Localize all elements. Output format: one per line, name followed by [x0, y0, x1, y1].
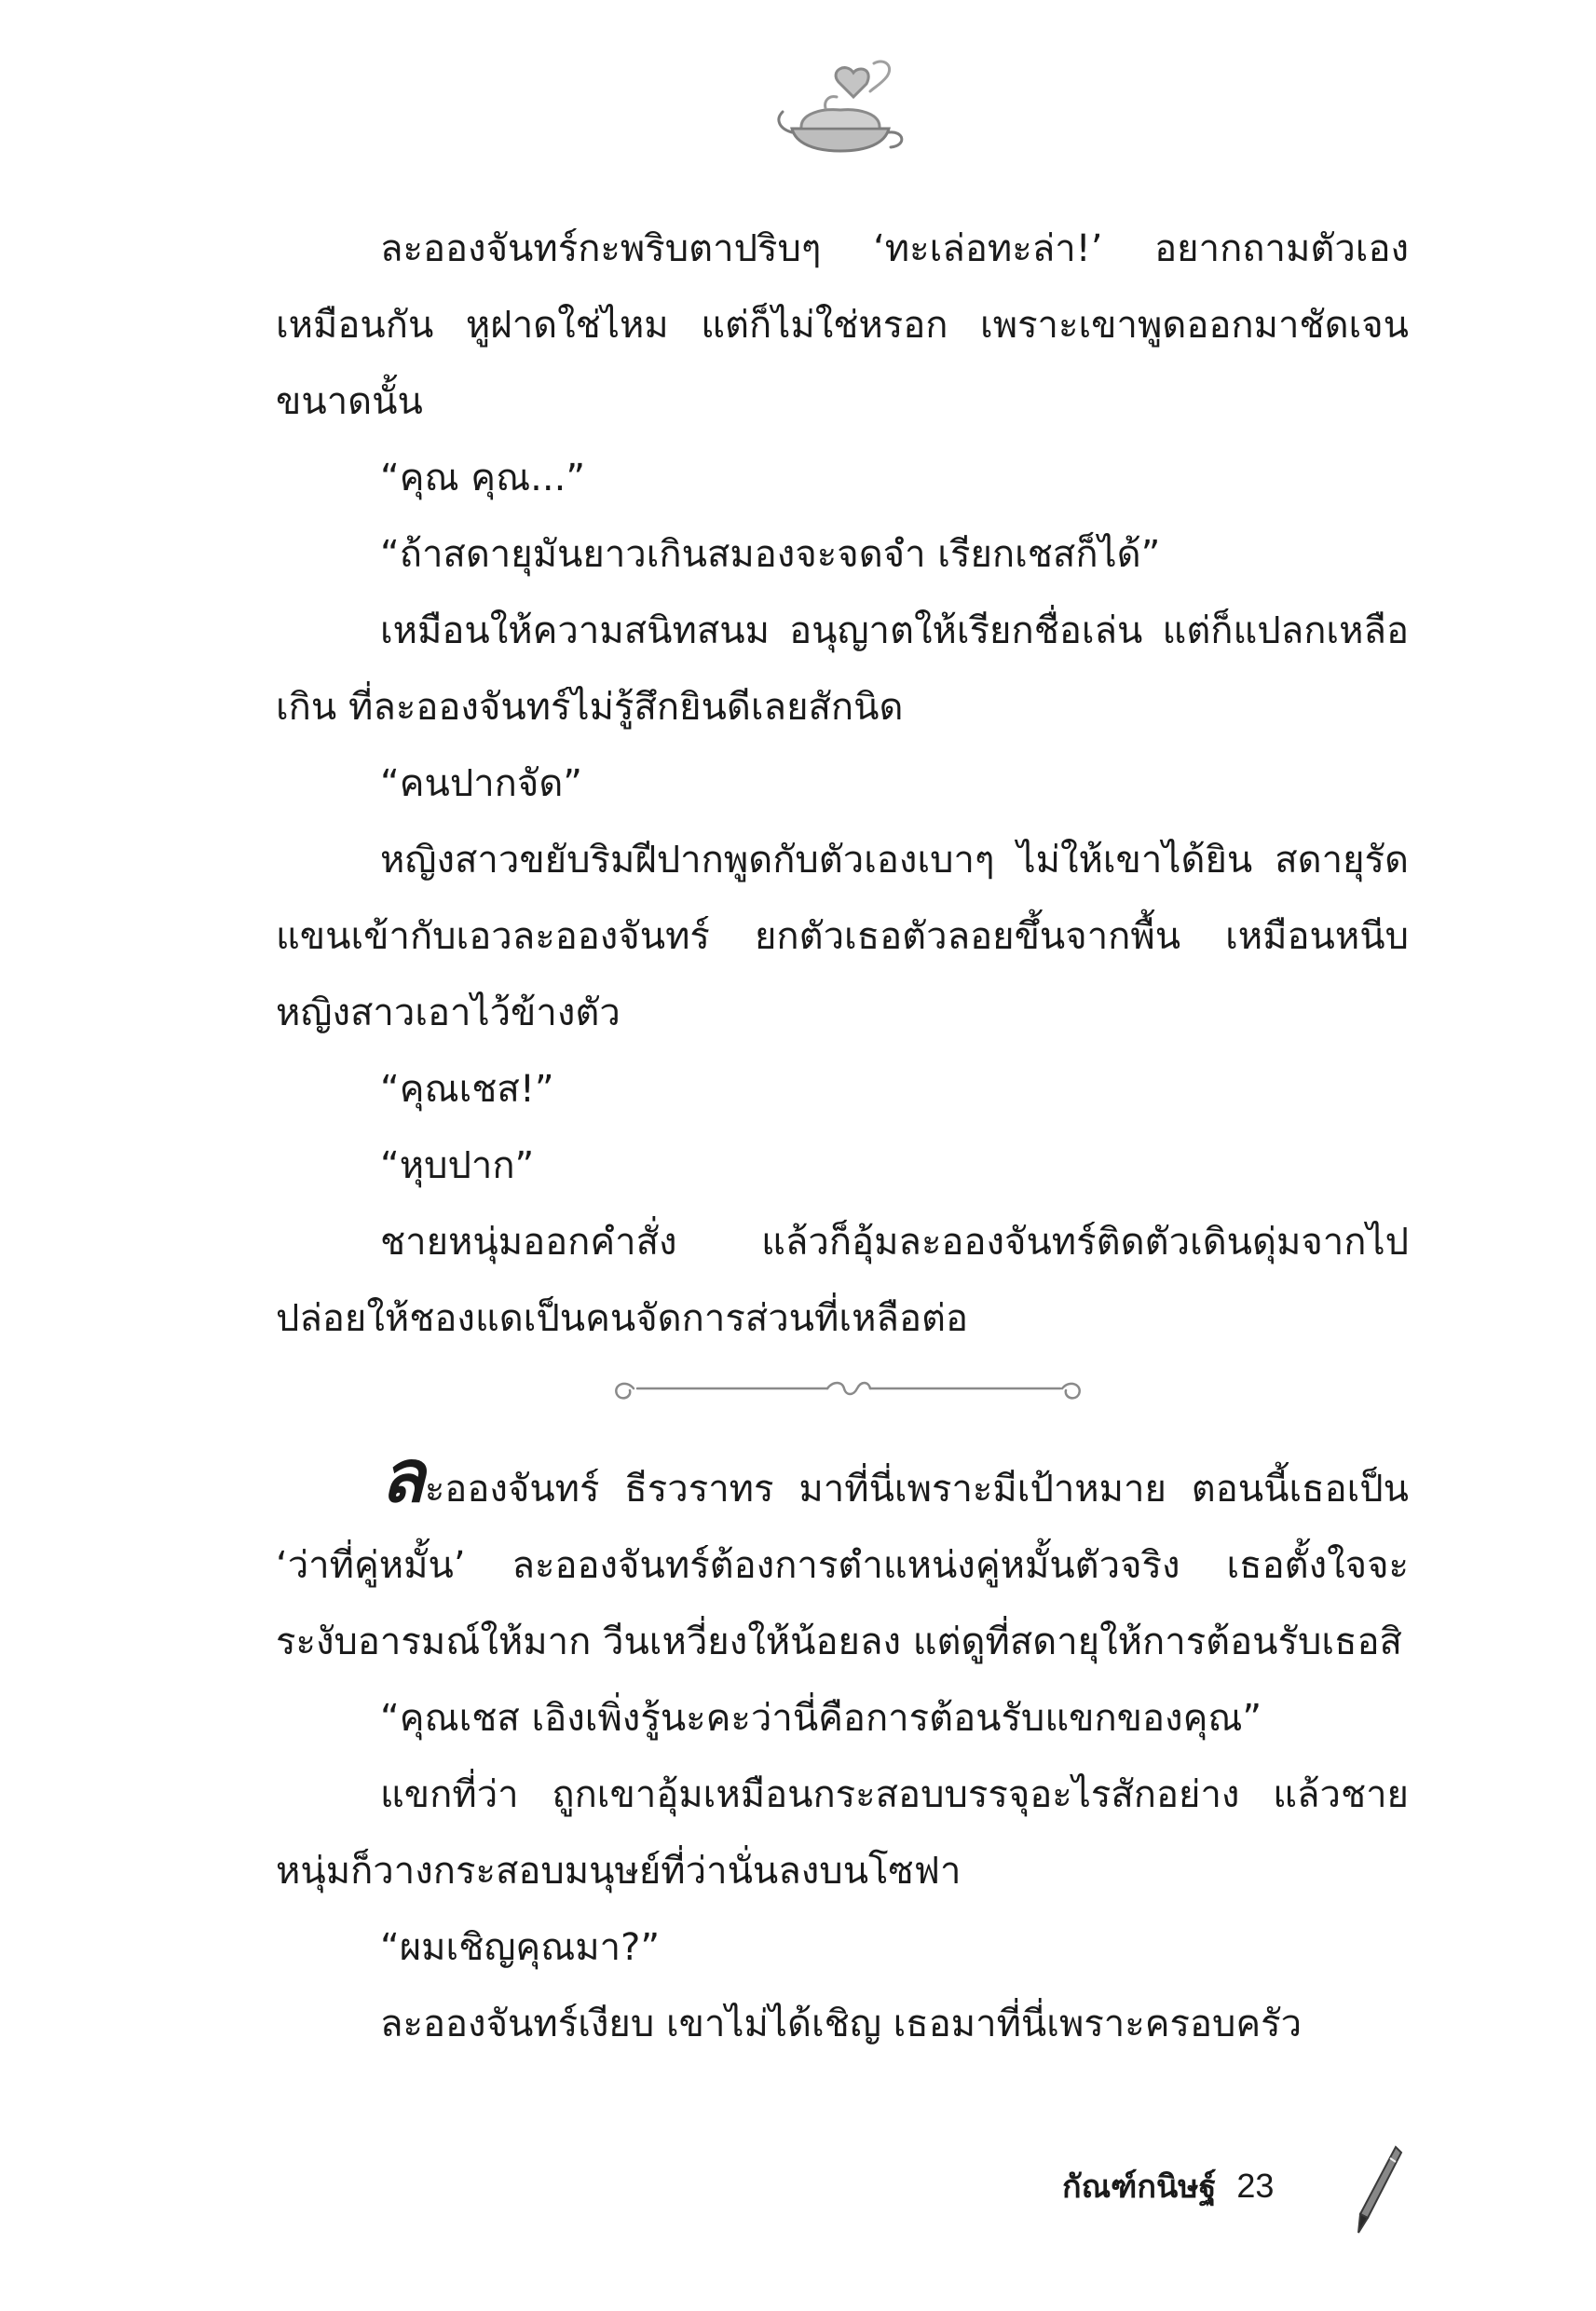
- author-name: กัณฑ์กนิษฐ์: [1062, 2168, 1217, 2206]
- paragraph: ละอองจันทร์กะพริบตาปริบๆ ‘ทะเล่อทะล่า!’ อยากถามตัวเองเหมือนกัน หูฝาดใช่ไหม แต่ก็ไม่ใช่หรอก เพราะเขาพูดออกมาชัดเจนขนาดนั้น: [276, 227, 1409, 423]
- opening-paragraph-text: ะอองจันทร์ ธีรวราทร มาที่นี่เพราะมีเป้าหมาย ตอนนี้เธอเป็น ‘ว่าที่คู่หมั้น’ ละอองจันทร์ต้องการตำแหน่งคู่หมั้นตัวจริง เธอตั้งใจจะระงับอารมณ์ให้มาก วีนเหวี่ยงให้น้อยลง แต่ดูที่สดายุให้การต้อนรับเธอสิ: [276, 1468, 1409, 1663]
- fountain-pen-icon: [1349, 2143, 1405, 2236]
- cupid-teapot-ornament-icon: [773, 54, 913, 166]
- dialogue-line: “คุณเชส เอิงเพิ่งรู้นะคะว่านี่คือการต้อนรับแขกของคุณ”: [380, 1697, 1262, 1740]
- dialogue-line: “หุบปาก”: [380, 1144, 535, 1187]
- page-number: 23: [1236, 2167, 1275, 2205]
- chapter-text-section-two: [276, 1435, 1409, 2062]
- scroll-divider-icon: [606, 1370, 1090, 1407]
- chapter-text-section-one: [276, 211, 1409, 1357]
- paragraph: ชายหนุ่มออกคำสั่ง แล้วก็อุ้มละอองจันทร์ติดตัวเดินดุ่มจากไปปล่อยให้ชองแดเป็นคนจัดการส่วนที่เหลือต่อ: [276, 1221, 1409, 1340]
- paragraph: เหมือนให้ความสนิทสนม อนุญาตให้เรียกชื่อเล่น แต่ก็แปลกเหลือเกิน ที่ละอองจันทร์ไม่รู้สึกยินดีเลยสักนิด: [276, 609, 1409, 729]
- dialogue-line: “ถ้าสดายุมันยาวเกินสมองจะจดจำ เรียกเชสก็ได้”: [380, 533, 1161, 576]
- paragraph: แขกที่ว่า ถูกเขาอุ้มเหมือนกระสอบบรรจุอะไรสักอย่าง แล้วชายหนุ่มก็วางกระสอบมนุษย์ที่ว่านั่นลงบนโซฟา: [276, 1773, 1409, 1893]
- opening-paragraph: [276, 1435, 1409, 1680]
- paragraph: ละอองจันทร์เงียบ เขาไม่ได้เชิญ เธอมาที่นี่เพราะครอบครัว: [380, 2003, 1303, 2045]
- dialogue-line: “ผมเชิญคุณมา?”: [380, 1926, 661, 1969]
- dialogue-line: “คนปากจัด”: [380, 762, 583, 805]
- dialogue-line: “คุณเชส!”: [380, 1068, 554, 1111]
- paragraph: หญิงสาวขยับริมฝีปากพูดกับตัวเองเบาๆ ไม่ให้เขาได้ยิน สดายุรัดแขนเข้ากับเอวละอองจันทร์ ยกตัวเธอตัวลอยขึ้นจากพื้น เหมือนหนีบหญิงสาวเอาไว้ข้างตัว: [276, 839, 1409, 1034]
- page-footer: [1062, 2158, 1274, 2214]
- dialogue-line: “คุณ คุณ...”: [380, 457, 586, 499]
- drop-cap-letter: ล: [380, 1435, 425, 1519]
